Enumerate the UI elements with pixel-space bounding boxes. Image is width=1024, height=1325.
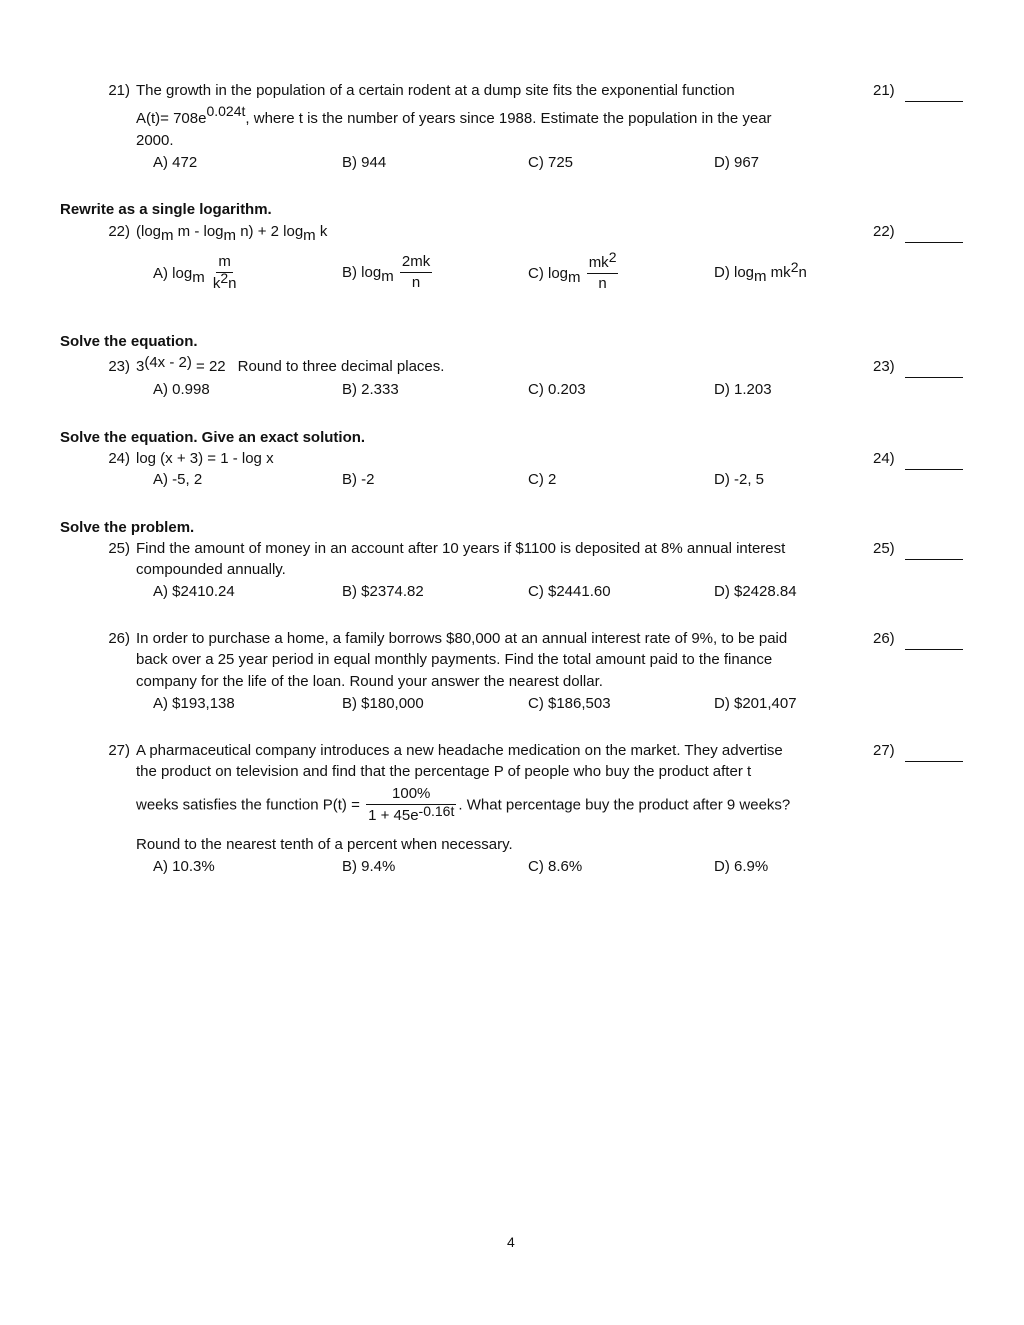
q21-choice-a: A) 472 (153, 154, 198, 171)
q22-a-fraction (211, 253, 239, 293)
q22-c-sub: m (568, 268, 581, 286)
q23-base: 3 (136, 358, 145, 375)
q22-d-label: D) log (714, 264, 755, 281)
q27-choice-b: B) 9.4% (342, 858, 396, 875)
q22-c-numerator (587, 249, 619, 274)
q25-choice-d: D) $2428.84 (714, 583, 797, 600)
q22-expression (136, 223, 328, 244)
q22-sub3: m (303, 227, 316, 244)
q22-a-sub: m (192, 268, 205, 286)
section-problem-heading: Solve the problem. (60, 519, 195, 536)
q25-choice-b: B) $2374.82 (342, 583, 424, 600)
q21-answer-label: 21) (873, 82, 895, 99)
q22-a-den-sup: 2 (220, 270, 229, 286)
q26-answer-label: 26) (873, 630, 895, 647)
q26-choice-b: B) $180,000 (342, 695, 424, 712)
q27-frac-denominator (366, 805, 456, 825)
q27-fraction (366, 785, 456, 825)
q26-choice-a: A) $193,138 (153, 695, 235, 712)
q23-note: Round to three decimal places. (237, 358, 445, 375)
q27-frac-numerator: 100% (366, 785, 456, 805)
q22-c-num-sup: 2 (608, 249, 617, 265)
q27-frac-den-sup: -0.16t (418, 803, 455, 819)
q27-line2: the product on television and find that the percentage P of people who buy the product after t (136, 763, 752, 780)
q22-c-fraction (587, 249, 619, 293)
q23-number: 23) (108, 358, 130, 375)
q25-number: 25) (108, 540, 130, 557)
q24-equation: log (x + 3) = 1 - log x (136, 450, 274, 467)
q25-choice-a: A) $2410.24 (153, 583, 235, 600)
q24-choice-c: C) 2 (528, 471, 557, 488)
q22-choice-d (714, 259, 807, 285)
q22-a-den-k: k (212, 275, 221, 292)
q21-line2 (136, 103, 772, 127)
q23-answer-blank[interactable] (905, 377, 963, 378)
q27-choice-a: A) 10.3% (153, 858, 215, 875)
q21-function: A(t)= 708e (136, 110, 207, 127)
q24-choice-d: D) -2, 5 (714, 471, 765, 488)
q23-answer-label: 23) (873, 358, 895, 375)
q24-choice-a: A) -5, 2 (153, 471, 203, 488)
q25-line1: Find the amount of money in an account after 10 years if $1100 is deposited at 8% annual interest (136, 540, 786, 557)
q27-answer-blank[interactable] (905, 761, 963, 762)
q27-line3 (136, 785, 790, 825)
q22-part2: m - log (173, 223, 224, 240)
q22-answer-label: 22) (873, 223, 895, 240)
q22-b-fraction (400, 253, 432, 292)
q27-choice-d: D) 6.9% (714, 858, 769, 875)
q21-choice-b: B) 944 (342, 154, 387, 171)
q27-frac-den-pre: 1 + 45e (368, 807, 419, 824)
section-exact-heading: Solve the equation. Give an exact solution. (60, 429, 366, 446)
q27-choice-c: C) 8.6% (528, 858, 583, 875)
q25-answer-blank[interactable] (905, 559, 963, 560)
section-rewrite-heading: Rewrite as a single logarithm. (60, 201, 272, 218)
q26-number: 26) (108, 630, 130, 647)
q22-a-label: A) log (153, 264, 193, 282)
q22-sub2: m (223, 227, 237, 244)
q26-answer-blank[interactable] (905, 649, 963, 650)
q21-exponent: 0.024t (206, 103, 246, 119)
q22-sub1: m (161, 227, 174, 244)
q22-part3: n) + 2 log (236, 223, 304, 240)
q27-answer-label: 27) (873, 742, 895, 759)
q25-answer-label: 25) (873, 540, 895, 557)
q22-a-denominator (211, 270, 239, 293)
q23-exponent: (4x - 2) (144, 354, 192, 371)
q26-line3: company for the life of the loan. Round your answer the nearest dollar. (136, 673, 603, 690)
q26-choice-d: D) $201,407 (714, 695, 797, 712)
q22-c-denominator: n (598, 275, 607, 292)
q25-choice-c: C) $2441.60 (528, 583, 611, 600)
q21-line3: 2000. (136, 132, 174, 149)
q21-number: 21) (108, 82, 130, 99)
q22-choice-c (528, 249, 620, 293)
q22-number: 22) (108, 223, 130, 240)
q24-number: 24) (108, 450, 130, 467)
q22-c-num-text: mk (588, 254, 609, 271)
q23-equation (136, 354, 445, 375)
q22-b-sub: m (381, 268, 394, 285)
q22-d-sub: m (754, 268, 767, 285)
q24-answer-blank[interactable] (905, 469, 963, 470)
q22-part4: k (315, 223, 328, 240)
q23-choice-b: B) 2.333 (342, 381, 399, 398)
section-solve-heading: Solve the equation. (60, 333, 198, 350)
q21-choice-c: C) 725 (528, 154, 574, 171)
q26-choice-c: C) $186,503 (528, 695, 611, 712)
q24-answer-label: 24) (873, 450, 895, 467)
q26-line1: In order to purchase a home, a family borrows $80,000 at an annual interest rate of 9%, to be paid (136, 630, 788, 647)
q25-line2: compounded annually. (136, 561, 286, 578)
q27-number: 27) (108, 742, 130, 759)
q24-choice-b: B) -2 (342, 471, 375, 488)
q22-a-den-n: n (228, 275, 237, 292)
q22-answer-blank[interactable] (905, 242, 963, 243)
q21-answer-blank[interactable] (905, 101, 963, 102)
q22-choice-b (342, 253, 434, 292)
q21-line2-rest: , where t is the number of years since 1988. Estimate the population in the year (245, 110, 772, 127)
q23-rest: = 22 (191, 358, 226, 375)
q22-d-sup: 2 (790, 259, 799, 275)
page-number: 4 (507, 1234, 515, 1250)
q27-line3-pre: weeks satisfies the function P(t) = (136, 796, 365, 814)
q22-a-numerator: m (216, 253, 233, 273)
q22-d-mk: mk (766, 264, 791, 281)
q22-part1: (log (136, 223, 162, 240)
q26-line2: back over a 25 year period in equal monthly payments. Find the total amount paid to the finance (136, 651, 773, 668)
q21-choice-d: D) 967 (714, 154, 760, 171)
q21-line1: The growth in the population of a certain rodent at a dump site fits the exponential function (136, 82, 735, 99)
q22-d-n: n (798, 264, 807, 281)
q22-b-label: B) log (342, 264, 382, 281)
q27-line3-post: . What percentage buy the product after 9 weeks? (458, 796, 791, 814)
q27-line1: A pharmaceutical company introduces a new headache medication on the market. They advertise (136, 742, 783, 759)
q27-line4: Round to the nearest tenth of a percent when necessary. (136, 836, 513, 853)
q22-c-label: C) log (528, 264, 569, 282)
q22-b-denominator: n (411, 274, 421, 291)
q22-choice-a (153, 253, 241, 293)
q23-choice-d: D) 1.203 (714, 381, 772, 398)
q23-choice-a: A) 0.998 (153, 381, 210, 398)
q22-b-numerator: 2mk (400, 253, 432, 273)
q23-choice-c: C) 0.203 (528, 381, 586, 398)
